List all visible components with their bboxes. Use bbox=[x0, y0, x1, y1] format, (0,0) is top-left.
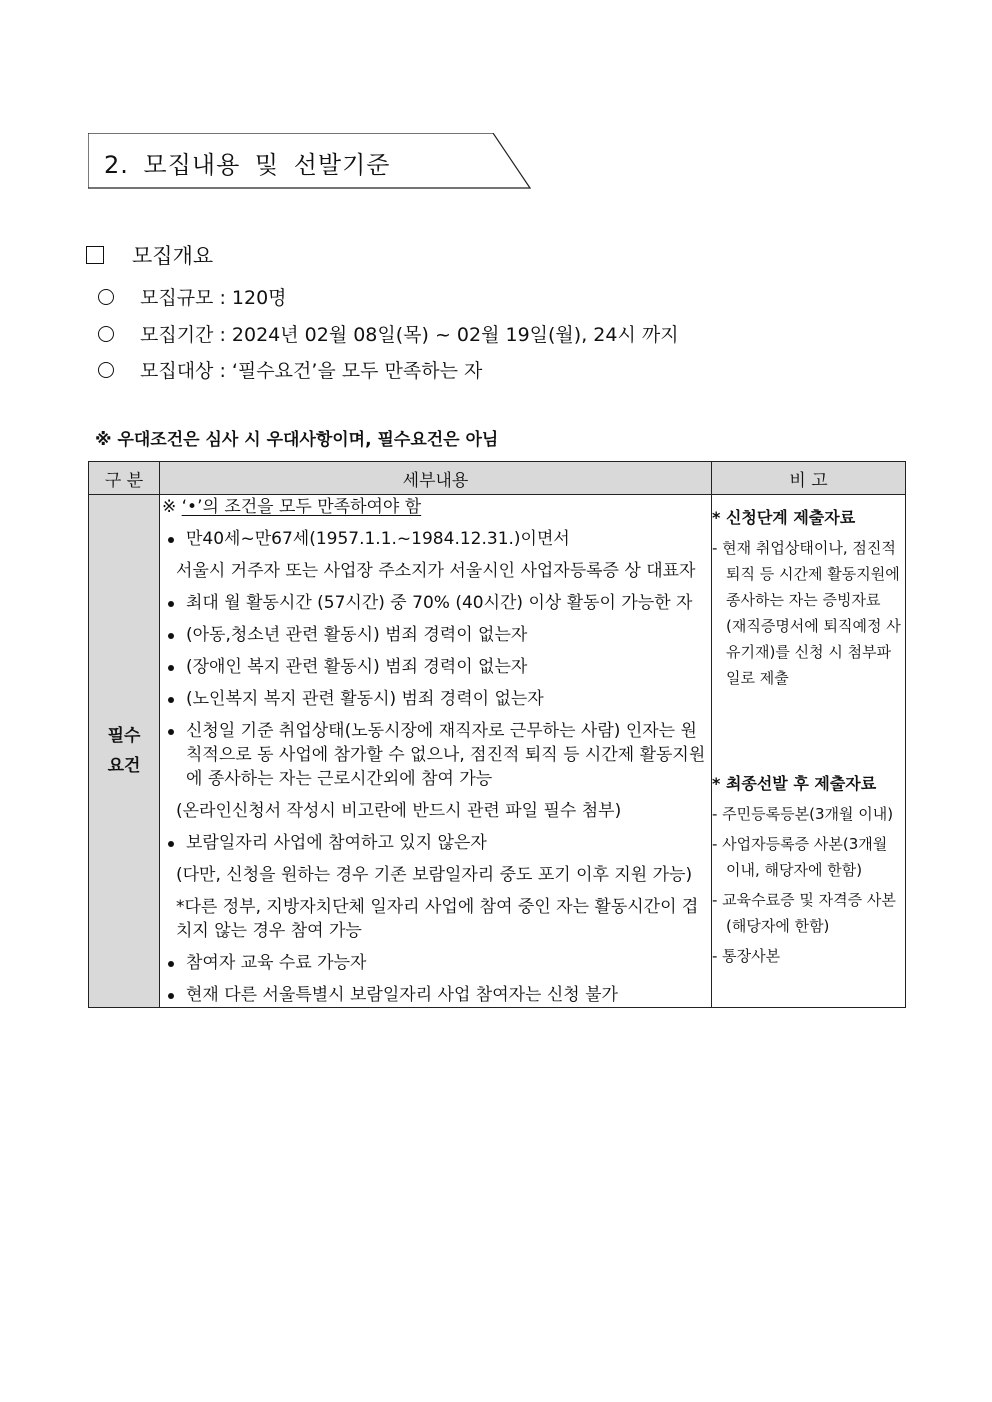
stage2-item: - 사업자등록증 사본(3개월 이내, 해당자에 한함) bbox=[712, 835, 888, 879]
detail-item bbox=[160, 895, 711, 943]
detail-item-text: 만40세~만67세(1957.1.1.~1984.12.31.)이면서 bbox=[186, 529, 570, 549]
header-details: 세부내용 bbox=[160, 462, 712, 495]
detail-item-text: 신청일 기준 취업상태(노동시장에 재직자로 근무하는 사람) 인자는 원칙적으로 동 사업에 참가할 수 없으나, 점진적 퇴직 등 시간제 활동지원에 종사하는 자는 근로시간외에 참여 가능 bbox=[186, 721, 706, 789]
detail-item bbox=[160, 983, 711, 1007]
bullet-dot-icon bbox=[168, 633, 174, 639]
detail-item bbox=[160, 831, 711, 855]
bullet-dot-icon bbox=[168, 665, 174, 671]
stage1-item: - 현재 취업상태이나, 점진적 퇴직 등 시간제 활동지원에 종사하는 자는 증빙자료 (재직증명서에 퇴직예정 사유기재)를 신청 시 첨부파일로 제출 bbox=[712, 539, 901, 687]
header-category: 구 분 bbox=[89, 462, 160, 495]
details-heading-text: ‘•’의 조건을 모두 만족하여야 함 bbox=[181, 497, 422, 517]
detail-item-text: *다른 정부, 지방자치단체 일자리 사업에 참여 중인 자는 활동시간이 겹치지 않는 경우 참여 가능 bbox=[176, 897, 699, 941]
detail-item bbox=[160, 719, 711, 791]
detail-item-text: (다만, 신청을 원하는 경우 기존 보람일자리 중도 포기 이후 지원 가능) bbox=[176, 865, 693, 885]
circle-bullet-icon bbox=[98, 326, 114, 342]
circle-bullet-icon bbox=[98, 289, 114, 305]
detail-item-text: (장애인 복지 관련 활동시) 범죄 경력이 없는자 bbox=[186, 657, 528, 677]
detail-item-text: (온라인신청서 작성시 비고란에 반드시 관련 파일 필수 첨부) bbox=[176, 801, 622, 821]
stage2-item: - 주민등록등본(3개월 이내) bbox=[712, 805, 894, 823]
remarks-cell bbox=[712, 495, 906, 1008]
detail-item bbox=[160, 591, 711, 615]
bullet-dot-icon bbox=[168, 601, 174, 607]
detail-item bbox=[160, 863, 711, 887]
section-title-box bbox=[88, 133, 531, 189]
preference-note: ※ 우대조건은 심사 시 우대사항이며, 필수요건은 아님 bbox=[95, 430, 499, 450]
bullet-dot-icon bbox=[168, 697, 174, 703]
table-header-row bbox=[89, 462, 906, 495]
overview-heading bbox=[86, 240, 213, 270]
bullet-dot-icon bbox=[168, 961, 174, 967]
reference-mark: ※ bbox=[162, 497, 182, 517]
stage2-item: - 통장사본 bbox=[712, 947, 781, 965]
bullet-dot-icon bbox=[168, 841, 174, 847]
detail-item-text: 현재 다른 서울특별시 보람일자리 사업 참여자는 신청 불가 bbox=[186, 985, 618, 1005]
detail-item-text: 최대 월 활동시간 (57시간) 중 70% (40시간) 이상 활동이 가능한 자 bbox=[186, 593, 693, 613]
detail-item-text: (노인복지 복지 관련 활동시) 범죄 경력이 없는자 bbox=[186, 689, 544, 709]
overview-heading-text: 모집개요 bbox=[132, 244, 214, 268]
row-label-line1: 필수 bbox=[107, 726, 141, 746]
bullet-dot-icon bbox=[168, 537, 174, 543]
stage1-title: * 신청단계 제출자료 bbox=[712, 508, 856, 527]
requirements-table bbox=[88, 461, 906, 1008]
details-list bbox=[160, 527, 711, 1007]
overview-item-text: 모집규모 : 120명 bbox=[140, 287, 287, 309]
stage2-item: - 교육수료증 및 자격증 사본(해당자에 한함) bbox=[712, 891, 896, 935]
overview-item-text: 모집대상 : ‘필수요건’을 모두 만족하는 자 bbox=[140, 360, 483, 382]
detail-item bbox=[160, 655, 711, 679]
stage2-title: * 최종선발 후 제출자료 bbox=[712, 774, 877, 793]
checkbox-square-icon bbox=[86, 246, 104, 264]
circle-bullet-icon bbox=[98, 362, 114, 378]
detail-item bbox=[160, 687, 711, 711]
header-remarks: 비 고 bbox=[712, 462, 906, 495]
table-row bbox=[89, 495, 906, 1008]
overview-item bbox=[98, 283, 287, 310]
details-cell bbox=[160, 495, 712, 1008]
detail-item-text: 참여자 교육 수료 가능자 bbox=[186, 953, 367, 973]
section-title: 2. 모집내용 및 선발기준 bbox=[104, 151, 391, 179]
row-label-line2: 요건 bbox=[107, 756, 141, 776]
detail-item-text: 서울시 거주자 또는 사업장 주소지가 서울시인 사업자등록증 상 대표자 bbox=[176, 561, 696, 581]
overview-item bbox=[98, 320, 679, 347]
detail-item bbox=[160, 559, 711, 583]
detail-item-text: 보람일자리 사업에 참여하고 있지 않은자 bbox=[186, 833, 487, 853]
row-label bbox=[89, 495, 160, 1008]
detail-item-text: (아동,청소년 관련 활동시) 범죄 경력이 없는자 bbox=[186, 625, 528, 645]
bullet-dot-icon bbox=[168, 993, 174, 999]
detail-item bbox=[160, 527, 711, 551]
overview-item bbox=[98, 356, 482, 383]
overview-item-text: 모집기간 : 2024년 02월 08일(목) ~ 02월 19일(월), 24시 까지 bbox=[140, 324, 679, 346]
detail-item bbox=[160, 951, 711, 975]
detail-item bbox=[160, 623, 711, 647]
bullet-dot-icon bbox=[168, 729, 174, 735]
detail-item bbox=[160, 799, 711, 823]
details-heading bbox=[160, 495, 711, 519]
